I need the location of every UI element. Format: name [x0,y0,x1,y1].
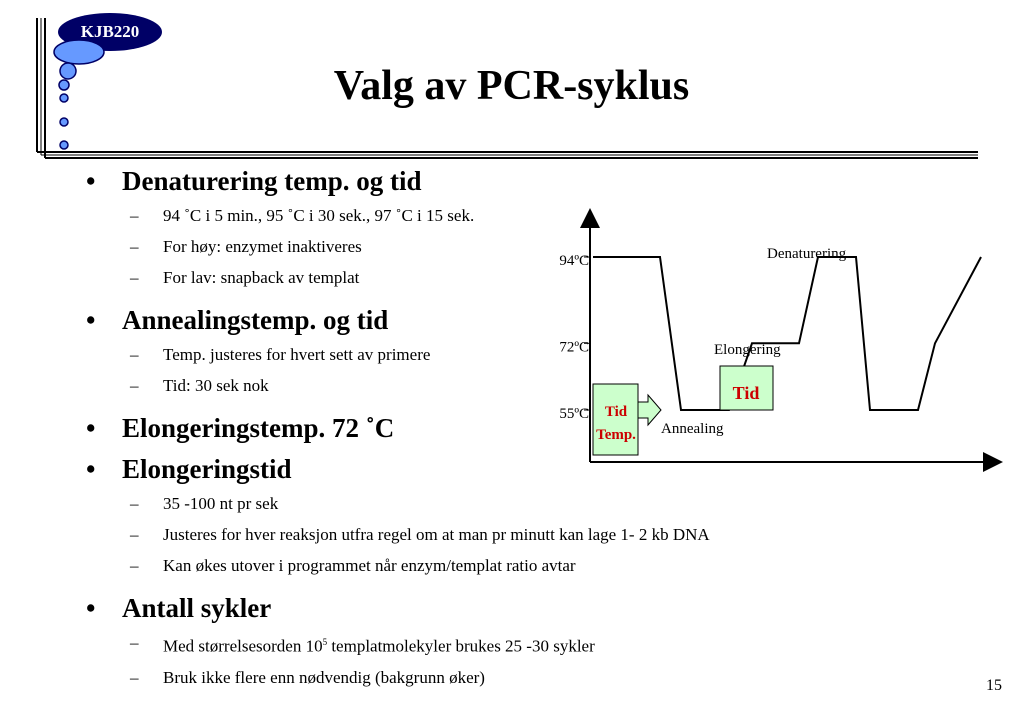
sub-bullet: – Tid: 30 sek nok [82,370,842,401]
label-annealing: Annealing [661,421,724,437]
sub-bullet: – Bruk ikke flere enn nødvendig (bakgrunn øker) [82,662,842,693]
y-tick-label-94: 94ºC [559,253,589,269]
bullet-elongeringstemp: • Elongeringstemp. 72 ˚C [82,409,842,447]
elongering-tid-label: Tid [732,383,760,403]
page-number: 15 [986,677,1002,694]
page-title: Valg av PCR-syklus [333,63,690,109]
bullet-annealing: • Annealingstemp. og tid [82,301,842,339]
annealing-tid-label: Tid [604,404,628,420]
sub-bullet: – 35 -100 nt pr sek [82,488,842,519]
bullet-denaturering: • Denaturering temp. og tid [82,162,842,200]
sub-bullet: – For lav: snapback av templat [82,262,842,293]
course-badge: KJB220 [80,22,140,41]
label-denaturering: Denaturering [767,246,847,262]
bullet-elongeringstid: • Elongeringstid [82,450,842,488]
bullet-antall-sykler: • Antall sykler [82,589,842,627]
sub-bullet: – Temp. justeres for hvert sett av primere [82,339,842,370]
y-tick-label-55: 55ºC [559,406,589,422]
sub-bullet: – 94 ˚C i 5 min., 95 ˚C i 30 sek., 97 ˚C i 15 sek. [82,200,842,231]
elongering-box [720,366,773,410]
label-elongering: Elongering [714,342,781,358]
sub-bullet: – Med størrelsesorden $10^5$ templatmolekyler brukes 25 -30 sykler [82,627,842,662]
sub-bullet: – Kan økes utover i programmet når enzym/templat ratio avtar [82,550,842,581]
temperature-profile-line [593,257,981,410]
sub-bullet: – For høy: enzymet inaktiveres [82,231,842,262]
y-tick-label-72: 72ºC [559,339,589,356]
annealing-box [593,384,661,455]
annealing-temp-label: Temp. [596,427,636,443]
sub-bullet: – Justeres for hver reaksjon utfra regel om at man pr minutt kan lage 1- 2 kb DNA [82,519,842,550]
